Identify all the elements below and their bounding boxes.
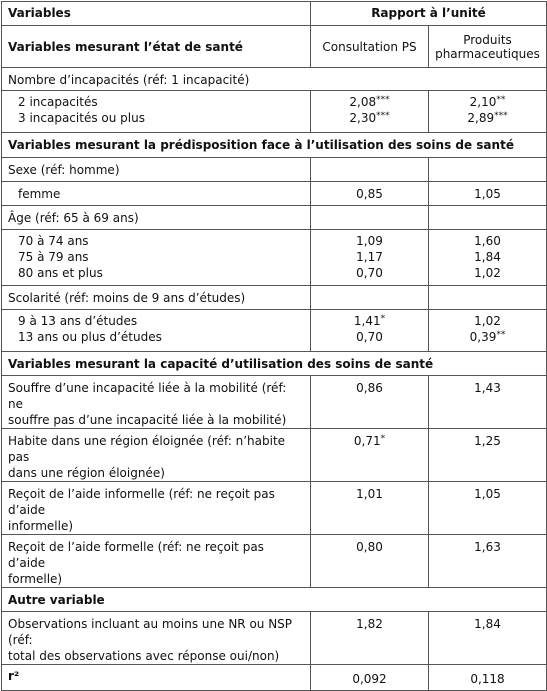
value-number: 1,02: [474, 266, 501, 280]
row-label: [2, 429, 311, 482]
value-number: 1,60: [474, 234, 501, 248]
empty-cell: [429, 158, 547, 182]
row-label: 75 à 79 ans: [18, 250, 89, 264]
section-title-health: Variables mesurant l’état de santé: [2, 26, 311, 68]
section-header-row: [2, 588, 547, 612]
cell-pharma: 1,63: [429, 535, 547, 588]
section-header-row: [2, 352, 547, 376]
cell-pharma: [429, 310, 547, 352]
row-label: 9 à 13 ans d’études: [18, 314, 138, 328]
value-number: 1,02: [474, 314, 501, 328]
value-number: 2,08: [349, 95, 377, 109]
cell-consultation: [311, 310, 429, 352]
cell-pharma: 1,43: [429, 376, 547, 429]
row-label-line: Observations incluant au moins une NR ou NSP (réf:: [8, 617, 293, 647]
empty-cell: [311, 158, 429, 182]
value: [317, 94, 422, 110]
table-row: [2, 230, 547, 286]
empty-cell: [311, 286, 429, 310]
table-row: [2, 310, 547, 352]
value: [435, 329, 540, 345]
row-label: [2, 535, 311, 588]
r2-label: r²: [2, 665, 311, 691]
row-label: 80 ans et plus: [18, 266, 103, 280]
significance-mark: **: [496, 95, 506, 105]
cell-pharma: 1,25: [429, 429, 547, 482]
value-number: 0,70: [356, 266, 383, 280]
table-row: [2, 482, 547, 535]
table-header-row: [2, 2, 547, 26]
row-label: 2 incapacités: [18, 95, 98, 109]
cell-consultation: [311, 91, 429, 133]
group-label-scolarite: Scolarité (réf: moins de 9 ans d’études): [2, 286, 311, 310]
significance-mark: *: [380, 434, 386, 444]
empty-cell: [311, 206, 429, 230]
group-label-row: [2, 158, 547, 182]
group-label-incapacites: Nombre d’incapacités (réf: 1 incapacité): [2, 68, 547, 91]
value-number: 0,39: [469, 330, 497, 344]
row-label: [2, 482, 311, 535]
row-labels: [2, 230, 311, 286]
cell-consultation: [311, 230, 429, 286]
empty-cell: [429, 206, 547, 230]
value: [317, 110, 422, 126]
cell-pharma: [429, 230, 547, 286]
column-header-pharma-line2: pharmaceutiques: [435, 46, 540, 61]
value: [317, 313, 422, 329]
value: [435, 94, 540, 110]
significance-mark: ***: [376, 111, 390, 121]
value-number: 1,09: [356, 234, 383, 248]
empty-cell: [429, 286, 547, 310]
value-number: 1,41: [353, 314, 381, 328]
value: [435, 313, 540, 329]
cell-consultation: 0,86: [311, 376, 429, 429]
row-label-line: souffre pas d’une incapacité liée à la mobilité): [8, 413, 287, 427]
row-label-line: Reçoit de l’aide informelle (réf: ne reçoit pas d’aide: [8, 487, 275, 517]
r2-row: [2, 665, 547, 691]
significance-mark: ***: [376, 95, 390, 105]
cell-consultation: [311, 429, 429, 482]
cell-pharma: 1,05: [429, 482, 547, 535]
value-number: 2,30: [349, 111, 377, 125]
column-header-pharma-line1: Produits: [463, 32, 512, 47]
value-number: 0,70: [356, 330, 383, 344]
row-label-line: Reçoit de l’aide formelle (réf: ne reçoit pas d’aide: [8, 540, 264, 570]
cell-consultation: 0,85: [311, 182, 429, 206]
cell-consultation: 1,82: [311, 612, 429, 665]
cell-pharma: [429, 91, 547, 133]
group-label-row: [2, 286, 547, 310]
significance-mark: ***: [494, 111, 508, 121]
section-title-capacity: Variables mesurant la capacité d’utilisation des soins de santé: [2, 352, 547, 376]
table-row: [2, 535, 547, 588]
cell-pharma: 1,05: [429, 182, 547, 206]
row-label-line: dans une région éloignée): [8, 466, 165, 480]
group-label-row: [2, 68, 547, 91]
value: [435, 110, 540, 126]
results-table: [1, 1, 547, 691]
group-label-sexe: Sexe (réf: homme): [2, 158, 311, 182]
row-label-line: formelle): [8, 572, 63, 586]
table-row: [2, 182, 547, 206]
value-number: 2,10: [469, 95, 497, 109]
row-label-line: Souffre d’une incapacité liée à la mobilité (réf: ne: [8, 381, 287, 411]
row-labels: [2, 91, 311, 133]
ratio-header: Rapport à l’unité: [311, 2, 547, 26]
row-label: femme: [2, 182, 311, 206]
column-header-consultation: Consultation PS: [311, 26, 429, 68]
row-label: [2, 376, 311, 429]
cell-pharma: 1,84: [429, 612, 547, 665]
value-number: 1,17: [356, 250, 383, 264]
row-label: 70 à 74 ans: [18, 234, 89, 248]
group-label-age: Âge (réf: 65 à 69 ans): [2, 206, 311, 230]
value-number: 0,71: [353, 434, 381, 448]
section-title-other: Autre variable: [2, 588, 547, 612]
value-number: 2,89: [467, 111, 495, 125]
table-row: [2, 612, 547, 665]
row-label-line: informelle): [8, 519, 74, 533]
significance-mark: *: [380, 314, 386, 324]
significance-mark: **: [496, 330, 506, 340]
table-row: [2, 429, 547, 482]
row-label: 13 ans ou plus d’études: [18, 330, 162, 344]
column-header-pharma: [429, 26, 547, 68]
section-header-row: [2, 133, 547, 158]
cell-pharma: 0,118: [429, 665, 547, 691]
row-label-line: total des observations avec réponse oui/non): [8, 649, 280, 663]
table-row: [2, 91, 547, 133]
cell-consultation: 0,80: [311, 535, 429, 588]
row-label: [2, 612, 311, 665]
row-label: 3 incapacités ou plus: [18, 111, 145, 125]
group-label-row: [2, 206, 547, 230]
variables-header: Variables: [2, 2, 311, 26]
section-title-predisposition: Variables mesurant la prédisposition face à l’utilisation des soins de santé: [2, 133, 547, 158]
row-labels: [2, 310, 311, 352]
cell-consultation: 1,01: [311, 482, 429, 535]
value: [317, 329, 422, 345]
value-number: 1,84: [474, 250, 501, 264]
section-header-row: [2, 26, 547, 68]
row-label-line: Habite dans une région éloignée (réf: n’habite pas: [8, 434, 286, 464]
table-row: [2, 376, 547, 429]
cell-consultation: 0,092: [311, 665, 429, 691]
